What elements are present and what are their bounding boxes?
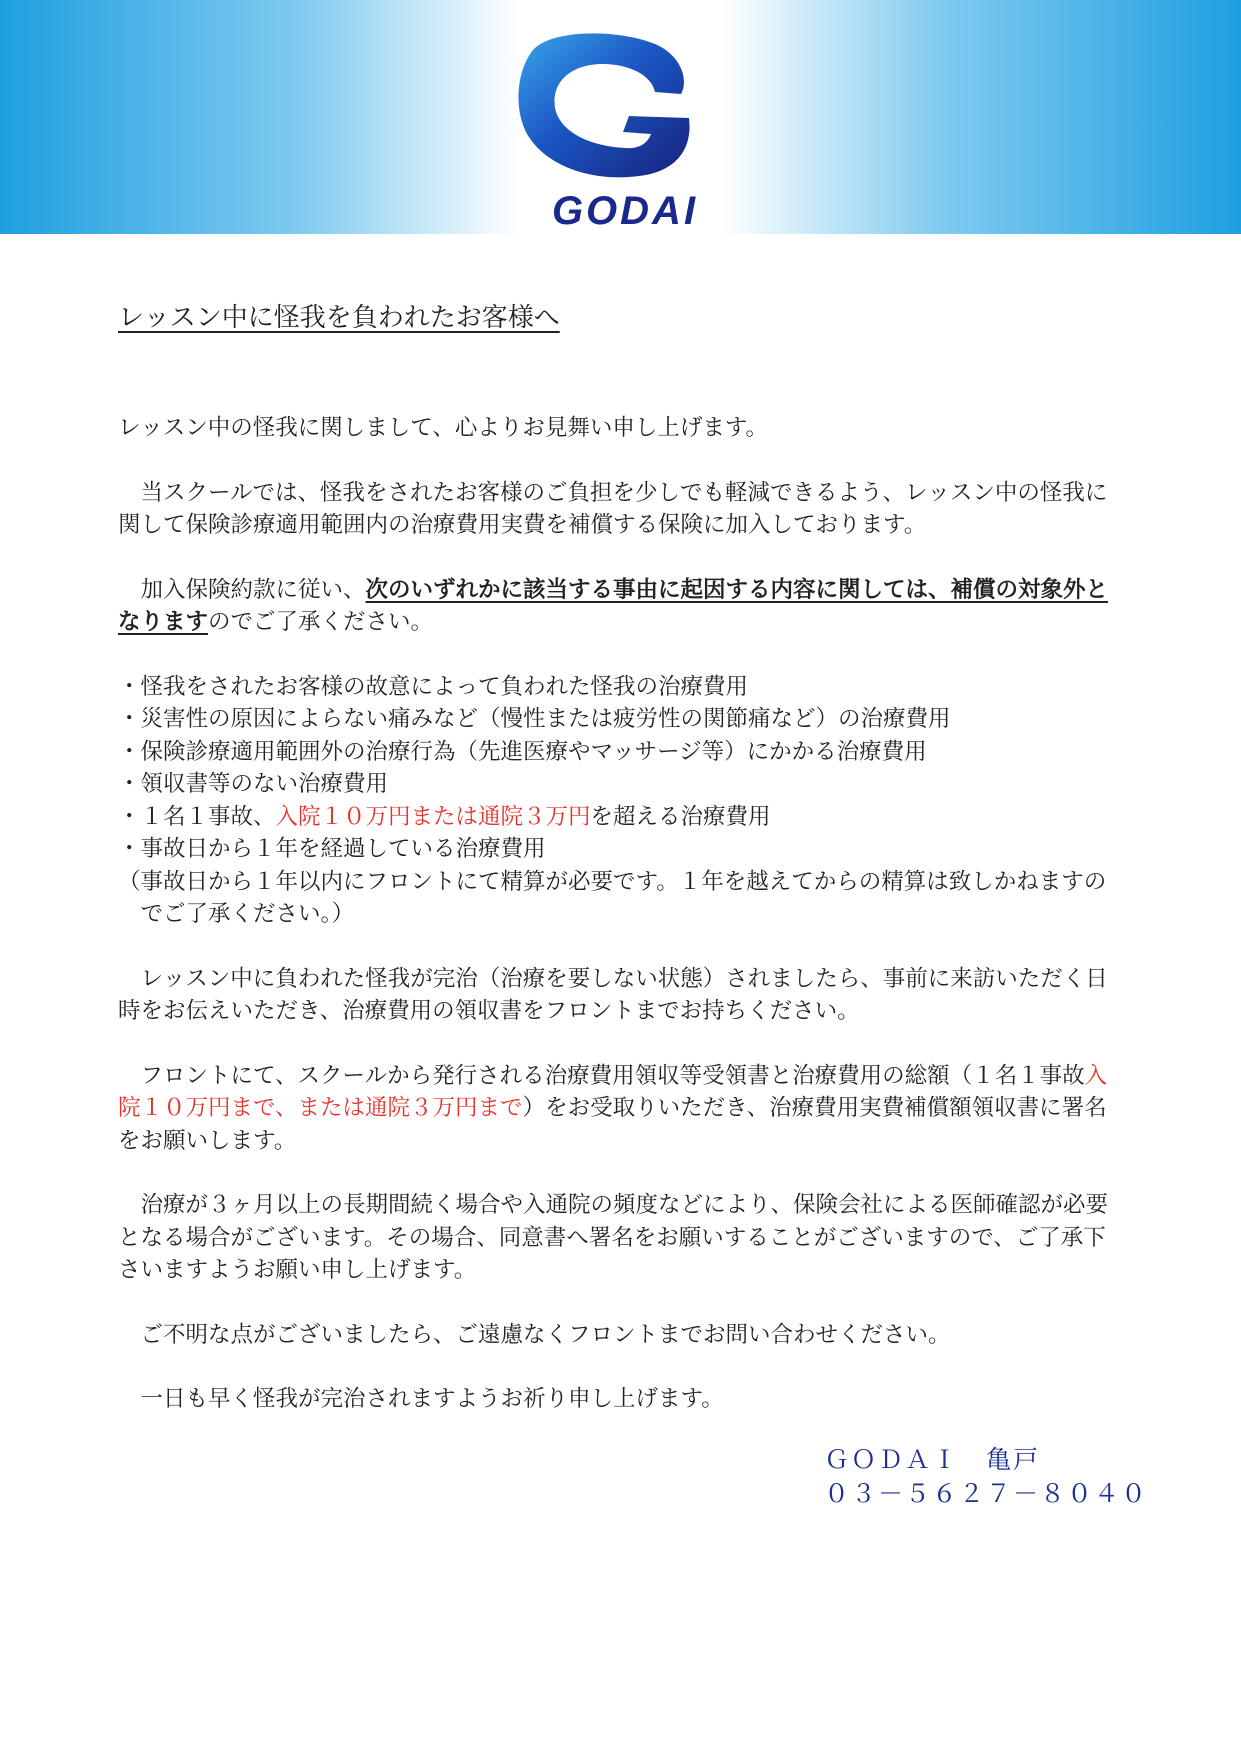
header-banner (0, 0, 1241, 234)
list-item: ・保険診療適用範囲外の治療行為（先進医療やマッサージ等）にかかる治療費用 (118, 738, 927, 765)
exclusion-intro-emphasis: 次のいずれかに該当する事由に起因する内容に関しては、補償の対象外となります (118, 576, 1109, 635)
logo-wordmark: GODAI (551, 189, 699, 232)
list-item: ・災害性の原因によらない痛みなど（慢性または疲労性の関節痛など）の治療費用 (118, 706, 951, 732)
contact-paragraph: ご不明な点がございましたら、ご遠慮なくフロントまでお問い合わせください。 (140, 1321, 951, 1348)
list-item: ・事故日から１年を経過している治療費用 (118, 836, 546, 862)
insurance-paragraph: 当スクールでは、怪我をされたお客様のご負担を少しでも軽減できるよう、レッスン中の怪我に関して保険診療適用範囲内の治療費用実費を補償する保険に加入しております。 (118, 479, 1108, 538)
page-title: レッスン中に怪我を負われたお客様へ (118, 303, 560, 333)
receipt-limit-highlight: 入院１０万円まで、または通院３万円まで (118, 1062, 1108, 1121)
signature-block (824, 1443, 1148, 1511)
signature-name: ＧＯＤＡＩ 亀戸 (824, 1445, 1041, 1474)
signature-phone: ０３－５６２７－８０４０ (824, 1479, 1149, 1508)
receipt-tail: ）をお受取りいただき、治療費用実費補償額領収書に署名をお願いします。 (118, 1095, 1107, 1154)
limit-highlight: 入院１０万円または通院３万円 (275, 803, 591, 830)
long-term-paragraph: 治療が３ヶ月以上の長期間続く場合や入通院の頻度などにより、保険会社による医師確認が必要となる場合がございます。その場合、同意書へ署名をお願いすることがございますので、ご了承下さいますようお願い申し上げます。 (118, 1192, 1109, 1283)
list-item: ・領収書等のない治療費用 (118, 771, 389, 797)
letter-body (118, 300, 1123, 1448)
logo-g-mark (518, 33, 689, 177)
receipt-lead: フロントにて、スクールから発行される治療費用領収等受領書と治療費用の総額（１名１事故 (140, 1062, 1085, 1089)
closing-paragraph: 一日も早く怪我が完治されますようお祈り申し上げます。 (140, 1386, 724, 1412)
exclusion-intro-lead: 加入保険約款に従い、 (140, 576, 366, 603)
exclusion-intro-tail: のでご了承ください。 (208, 609, 434, 635)
exclusion-list (118, 671, 1123, 931)
godai-logo (505, 22, 745, 232)
procedure-paragraph: レッスン中に負われた怪我が完治（治療を要しない状態）されましたら、事前に来訪いただく日時をお伝えいただき、治療費用の領収書をフロントまでお持ちください。 (118, 965, 1108, 1024)
list-item: ・怪我をされたお客様の故意によって負われた怪我の治療費用 (118, 673, 749, 700)
list-item-lead: ・１名１事故、 (118, 803, 276, 830)
exclusion-intro-paragraph (118, 574, 1123, 639)
list-item-tail: を超える治療費用 (590, 803, 771, 830)
receipt-paragraph (118, 1060, 1123, 1158)
list-note: （事故日から１年以内にフロントにて精算が必要です。１年を越えてからの精算は致しかねますのでご了承ください。） (118, 868, 1107, 927)
sympathy-paragraph: レッスン中の怪我に関しまして、心よりお見舞い申し上げます。 (118, 415, 769, 441)
list-item (118, 801, 1123, 834)
